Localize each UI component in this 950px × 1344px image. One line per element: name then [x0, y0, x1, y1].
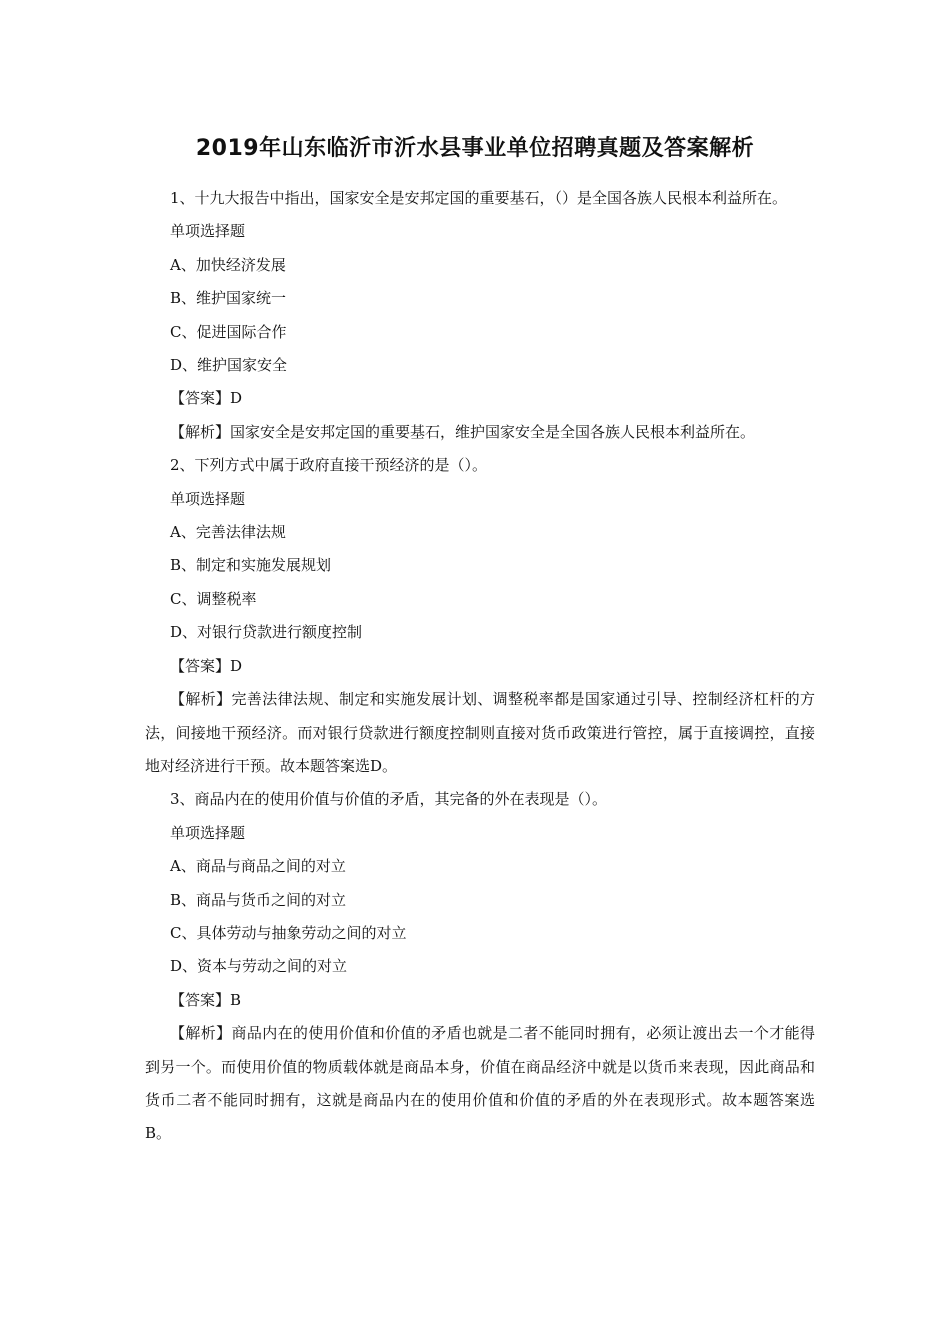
answer-label: 【答案】: [170, 656, 231, 675]
question-type: 单项选择题: [170, 222, 246, 241]
analysis-line: [145, 683, 815, 783]
option-d: D、资本与劳动之间的对立: [170, 957, 348, 976]
question-type: 单项选择题: [170, 489, 246, 508]
question-block: [145, 449, 815, 783]
option-c: C、具体劳动与抽象劳动之间的对立: [170, 923, 407, 942]
analysis-text: 商品内在的使用价值和价值的矛盾也就是二者不能同时拥有，必须让渡出去一个才能得到另一个。而使用价值的物质载体就是商品本身，价值在商品经济中就是以货币来表现，因此商品和货币二者不能同时拥有，这就是商品内在的使用价值和价值的矛盾的外在表现形式。故本题答案选B。: [145, 1024, 815, 1143]
analysis-label: 【解析】: [170, 1024, 232, 1043]
analysis-line: [145, 416, 815, 449]
analysis-label: 【解析】: [170, 690, 232, 709]
document-title: 2019年山东临沂市沂水县事业单位招聘真题及答案解析: [195, 136, 755, 161]
document-body: [145, 182, 815, 1151]
answer-value: D: [230, 656, 243, 675]
question-block: [145, 182, 815, 449]
answer-label: 【答案】: [170, 990, 231, 1009]
analysis-text: 国家安全是安邦定国的重要基石，维护国家安全是全国各族人民根本利益所在。: [230, 422, 756, 441]
option-c: C、调整税率: [170, 589, 257, 608]
option-a: A、商品与商品之间的对立: [170, 857, 346, 876]
answer-line: [145, 984, 815, 1017]
option-a: A、完善法律法规: [170, 523, 286, 542]
analysis-label: 【解析】: [170, 422, 231, 441]
option-d: D、维护国家安全: [170, 356, 288, 375]
answer-label: 【答案】: [170, 389, 231, 408]
answer-line: [145, 382, 815, 415]
option-b: B、商品与货币之间的对立: [170, 890, 347, 909]
option-b: B、制定和实施发展规划: [170, 556, 332, 575]
question-stem: 2、下列方式中属于政府直接干预经济的是（）。: [170, 456, 488, 475]
question-type: 单项选择题: [170, 823, 246, 842]
question-stem: 3、商品内在的使用价值与价值的矛盾，其完备的外在表现是（）。: [170, 790, 608, 809]
answer-value: B: [230, 990, 242, 1009]
analysis-text: 完善法律法规、制定和实施发展计划、调整税率都是国家通过引导、控制经济杠杆的方法，间接地干预经济。而对银行贷款进行额度控制则直接对货币政策进行管控，属于直接调控，直接地对经济进行干预。故本题答案选D。: [145, 690, 815, 775]
answer-value: D: [230, 389, 243, 408]
option-b: B、维护国家统一: [170, 289, 287, 308]
option-a: A、加快经济发展: [170, 255, 286, 274]
option-d: D、对银行贷款进行额度控制: [170, 623, 363, 642]
analysis-line: [145, 1017, 815, 1151]
question-stem: 1、十九大报告中指出，国家安全是安邦定国的重要基石，（）是全国各族人民根本利益所在。: [170, 189, 788, 207]
answer-line: [145, 650, 815, 683]
question-block: [145, 783, 815, 1150]
option-c: C、促进国际合作: [170, 322, 287, 341]
